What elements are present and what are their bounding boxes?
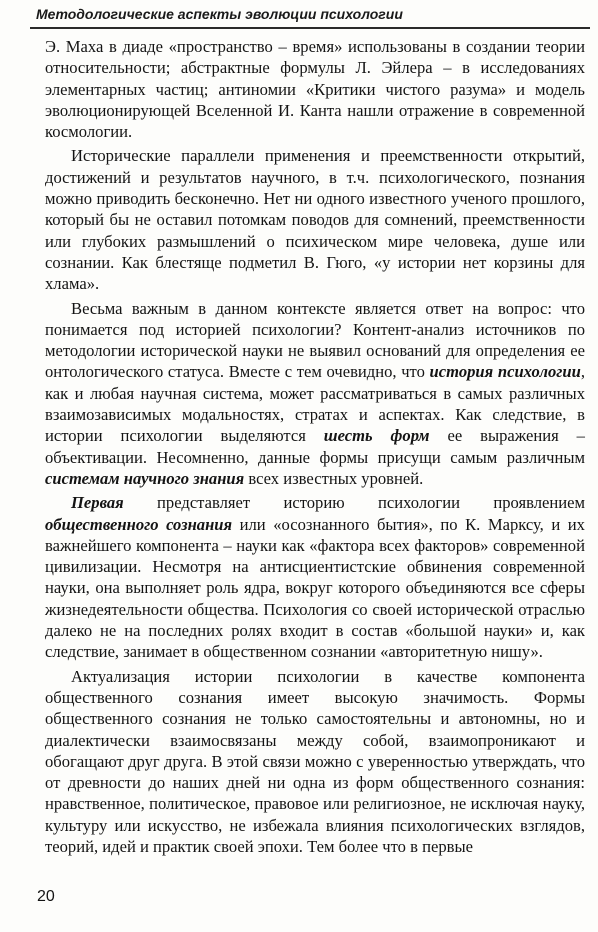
emphasized-term: системам научного знания: [45, 468, 245, 488]
text-run: всех известных уровней.: [244, 468, 424, 488]
paragraph: [45, 492, 585, 662]
emphasized-term: история психологии: [429, 362, 581, 382]
text-run: Исторические параллели применения и преемственности открытий, достижений и результатов научного, в т.ч. психологического, познания можно приводить бесконечно. Нет ни одного известного ученого прошлого, который бы не оставил потомкам поводов для сомнений, преемственности или глубоких размышлений о психическом мире человека, душе или сознании. Как блестяще подметил В. Гюго, «у истории нет корзины для хлама».: [45, 146, 585, 294]
paragraph: [45, 36, 585, 142]
text-run: ее выражения – объективации. Несомненно, данные формы присущи самым различным: [45, 426, 585, 467]
body-text: [45, 36, 585, 857]
text-run: Весьма важным в данном контексте является ответ на вопрос: что понимается под историей психологии? Контент-анализ источников по методологии исторической науки не выявил оснований для определения ее онтологического статуса. Вместе с тем очевидно, что: [45, 298, 585, 382]
header-rule: [30, 27, 590, 29]
text-run: , как и любая научная система, может рассматриваться в самых различных взаимозависимых модальностях, стратах и аспектах. Как следствие, в истории психологии выделяются: [45, 362, 585, 446]
emphasized-term: общественного сознания: [45, 514, 233, 534]
text-run: представляет историю психологии проявлением: [123, 493, 585, 513]
page-number: 20: [37, 888, 55, 905]
emphasized-term: шесть форм: [323, 426, 430, 446]
paragraph: [45, 145, 585, 294]
text-run: или «осознанного бытия», по К. Марксу, и их важнейшего компонента – науки как «фактора всех факторов» современной цивилизации. Несмотря на антисциентистские обвинения современной науки, она выполняет роль ядра, вокруг которого объединяются все сферы жизнедеятельности общества. Психология со своей исторической отраслью далеко не на последних ролях входит в состав «большой науки» и, как следствие, занимает в общественном сознании «авторитетную нишу».: [45, 514, 585, 662]
emphasized-term: Первая: [71, 493, 124, 513]
running-head: Методологические аспекты эволюции психологии: [36, 6, 403, 22]
paragraph: [45, 298, 585, 490]
text-run: Актуализация истории психологии в качестве компонента общественного сознания имеет высокую значимость. Формы общественного сознания не только самостоятельны и автономны, но и диалектически взаимосвязаны между собой, взаимопроникают и обогащают друг друга. В этой связи можно с уверенностью утверждать, что от древности до наших дней ни одна из форм общественного сознания: нравственное, политическое, правовое или религиозное, не исключая науку, культуру или искусство, не избежала влияния психологических взглядов, теорий, идей и практик своей эпохи. Тем более что в первые: [45, 666, 585, 856]
paragraph: [45, 666, 585, 858]
text-run: Э. Маха в диаде «пространство – время» использованы в создании теории относительности; абстрактные формулы Л. Эйлера – в исследованиях элементарных частиц; антиномии «Критики чистого разума» и модель эволюционирующей Вселенной И. Канта нашли отражение в современной космологии.: [45, 37, 585, 142]
